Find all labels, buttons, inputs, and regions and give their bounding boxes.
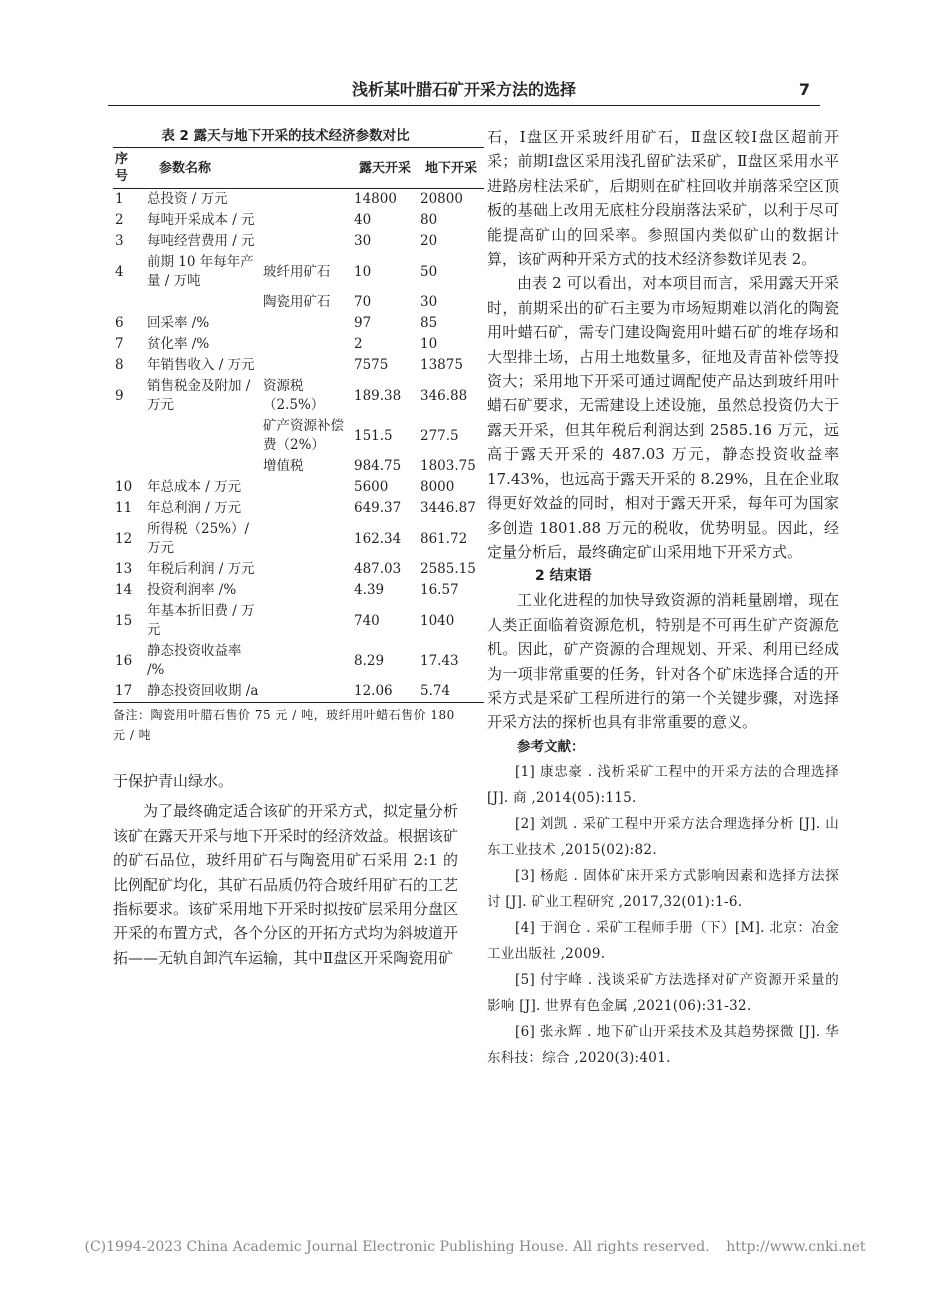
cell-underground: 80 [420, 212, 438, 228]
table-row [113, 334, 484, 355]
cell-subparam: 资源税（2.5%） [263, 378, 325, 413]
cell-underground: 861.72 [420, 530, 468, 547]
cell-param [141, 416, 261, 456]
cell-index: 17 [115, 683, 133, 699]
cell-index: 6 [115, 315, 124, 331]
cell-param: 年税后利润 / 万元 [147, 561, 255, 577]
cell-index: 10 [115, 479, 133, 495]
cell-param: 年基本折旧费 / 万元 [147, 603, 255, 638]
cell-index: 16 [115, 652, 133, 669]
cell-index: 3 [115, 233, 124, 249]
cell-open-pit: 4.39 [354, 582, 385, 598]
cell-underground: 346.88 [420, 387, 468, 404]
cell-open-pit: 5600 [354, 479, 389, 495]
cell-underground: 85 [420, 315, 438, 331]
cell-subparam [261, 355, 352, 376]
reference-item: [2] 刘凯 . 采矿工程中开采方法合理选择分析 [J]. 山东工业技术 ,2015(02):82. [487, 815, 839, 858]
cell-param: 贫化率 /% [147, 336, 210, 352]
table-row [113, 498, 484, 519]
table-row [113, 292, 484, 313]
table-caption: 表 2 露天与地下开采的技术经济参数对比 [161, 128, 410, 144]
running-header [108, 78, 820, 102]
table-row [113, 189, 484, 211]
cell-param [141, 292, 261, 313]
header-rule [108, 105, 820, 106]
left-column [113, 125, 477, 970]
table-row [113, 681, 484, 703]
cell-param: 年总成本 / 万元 [147, 479, 242, 495]
cell-open-pit: 40 [354, 212, 372, 228]
cell-index [113, 416, 141, 456]
cell-index: 12 [115, 530, 133, 547]
table-row [113, 210, 484, 231]
cell-index: 7 [115, 336, 124, 352]
running-title: 浅析某叶腊石矿开采方法的选择 [351, 80, 576, 99]
cell-index: 4 [115, 263, 124, 280]
copyright-text: (C)1994-2023 China Academic Journal Electronic Publishing House. All rights reserved. [84, 1239, 710, 1255]
reference-item: [4] 于润仓 . 采矿工程师手册（下）[M]. 北京：冶金工业出版社 ,2009. [487, 919, 839, 962]
left-paragraph-2: 为了最终确定适合该矿的开采方式，拟定量分析该矿在露天开采与地下开采时的经济效益。根据该矿的矿石品位，玻纤用矿石与陶瓷用矿石采用 2:1 的比例配矿均化，其矿石品质仍符合玻纤用矿石的工艺指标要求。该矿采用地下开采时拟按矿层采用分盘区开采的布置方式，各个分区的开拓方式均为斜坡道开拓——无轨自卸汽车运输，其中Ⅱ盘区开采陶瓷用矿 [113, 802, 459, 967]
cell-underground: 16.57 [420, 582, 459, 598]
cell-param: 前期 10 年每年产量 / 万吨 [147, 254, 254, 289]
cell-subparam [261, 498, 352, 519]
col-header-underground: 地下开采 [418, 148, 484, 189]
cell-param: 销售税金及附加 / 万元 [147, 378, 251, 413]
table-row [113, 252, 484, 292]
reference-item: [5] 付宇峰 . 浅谈采矿方法选择对矿产资源开采量的影响 [J]. 世界有色金属 ,2021(06):31-32. [487, 971, 839, 1014]
table-row [113, 559, 484, 580]
table-body [113, 189, 484, 703]
cell-underground: 30 [420, 294, 438, 310]
cell-open-pit: 97 [354, 315, 372, 331]
cell-underground: 50 [420, 263, 438, 280]
cell-param: 回采率 /% [147, 315, 210, 331]
cell-open-pit: 151.5 [354, 427, 393, 444]
left-paragraph-1: 于保护青山绿水。 [113, 772, 234, 790]
cell-subparam [261, 519, 352, 559]
cell-subparam: 增值税 [263, 458, 304, 474]
cell-subparam [261, 334, 352, 355]
cell-param: 静态投资收益率 /% [147, 643, 242, 678]
cell-subparam: 玻纤用矿石 [263, 263, 331, 280]
cell-open-pit: 162.34 [354, 530, 402, 547]
cell-open-pit: 189.38 [354, 387, 402, 404]
cell-open-pit: 12.06 [354, 683, 393, 699]
footer-url: http://www.cnki.net [726, 1239, 866, 1255]
col-header-param: 参数名称 [141, 148, 261, 189]
cell-subparam [261, 477, 352, 498]
table-row [113, 580, 484, 601]
references-title: 参考文献： [517, 738, 585, 755]
cell-open-pit: 740 [354, 612, 380, 629]
cell-subparam [261, 313, 352, 334]
table-row [113, 519, 484, 559]
cell-index: 14 [115, 582, 133, 598]
cell-param: 每吨经营费用 / 元 [147, 233, 255, 249]
table-header-row [113, 148, 484, 189]
cell-index: 11 [115, 500, 133, 516]
page-number: 7 [798, 80, 810, 99]
right-paragraph-3: 工业化进程的加快导致资源的消耗量剧增，现在人类正面临着资源危机，特别是不可再生矿产资源危机。因此，矿产资源的合理规划、开采、利用已经成为一项非常重要的任务，针对各个矿床选择合适的开采方式是采矿工程所进行的第一个关键步骤，对选择开采方法的探析也具有非常重要的意义。 [487, 591, 839, 732]
cell-underground: 2585.15 [420, 561, 476, 577]
table-note: 备注：陶瓷用叶腊石售价 75 元 / 吨，玻纤用叶蜡石售价 180 元 / 吨 [113, 708, 455, 742]
cell-param: 总投资 / 万元 [147, 191, 228, 207]
cell-param: 所得税（25%）/ 万元 [147, 521, 250, 556]
cell-open-pit: 984.75 [354, 458, 402, 474]
cell-param: 每吨开采成本 / 元 [147, 212, 255, 228]
cell-param: 投资利润率 /% [147, 582, 237, 598]
cell-param: 年总利润 / 万元 [147, 500, 242, 516]
cell-underground: 8000 [420, 479, 455, 495]
cell-open-pit: 487.03 [354, 561, 402, 577]
cell-subparam [261, 189, 352, 211]
cell-subparam [261, 681, 352, 703]
table-row [113, 456, 484, 477]
table-row [113, 313, 484, 334]
cell-subparam [261, 231, 352, 252]
params-table [113, 147, 484, 703]
cell-param: 年销售收入 / 万元 [147, 357, 255, 373]
cell-index: 1 [115, 191, 124, 207]
cell-underground: 10 [420, 336, 438, 352]
right-column [487, 125, 839, 1071]
table-row [113, 601, 484, 641]
cell-open-pit: 14800 [354, 191, 397, 207]
cell-underground: 20 [420, 233, 438, 249]
reference-item: [3] 杨彪 . 固体矿床开采方式影响因素和选择方法探讨 [J]. 矿业工程研究 ,2017,32(01):1-6. [487, 867, 839, 910]
cell-subparam [261, 580, 352, 601]
cell-subparam [261, 210, 352, 231]
cell-index: 13 [115, 561, 133, 577]
cell-subparam [261, 641, 352, 681]
cell-underground: 3446.87 [420, 500, 476, 516]
cell-index [113, 456, 141, 477]
cell-underground: 17.43 [420, 652, 459, 669]
cell-underground: 5.74 [420, 683, 451, 699]
cell-underground: 13875 [420, 357, 463, 373]
table-row [113, 355, 484, 376]
cell-underground: 1803.75 [420, 458, 476, 474]
cell-index: 15 [115, 612, 133, 629]
col-header-sub [261, 148, 352, 189]
references-list [487, 759, 839, 1071]
reference-item: [1] 康忠豪 . 浅析采矿工程中的开采方法的合理选择 [J]. 商 ,2014(05):115. [487, 763, 839, 806]
cell-open-pit: 10 [354, 263, 372, 280]
section-heading: 2 结束语 [535, 568, 592, 585]
reference-item: [6] 张永辉 . 地下矿山开采技术及其趋势探微 [J]. 华东科技：综合 ,2020(3):401. [487, 1023, 839, 1066]
table-row [113, 641, 484, 681]
cell-index [113, 292, 141, 313]
cell-open-pit: 70 [354, 294, 372, 310]
table-row [113, 231, 484, 252]
cell-param [141, 456, 261, 477]
cell-subparam [261, 601, 352, 641]
cell-open-pit: 2 [354, 336, 363, 352]
cell-underground: 277.5 [420, 427, 459, 444]
right-paragraph-1: 石，Ⅰ盘区开采玻纤用矿石，Ⅱ盘区较Ⅰ盘区超前开采；前期Ⅰ盘区采用浅孔留矿法采矿，Ⅱ盘区采用水平进路房柱法采矿，后期则在矿柱回收并崩落采空区顶板的基础上改用无底柱分段崩落法采矿，以利于尽可能提高矿山的回采率。参照国内类似矿山的数据计算，该矿两种开采方式的技术经济参数详见表 2。 [487, 128, 839, 269]
cell-subparam: 陶瓷用矿石 [263, 294, 331, 310]
cell-open-pit: 7575 [354, 357, 389, 373]
copyright-footer [0, 1239, 950, 1255]
cell-subparam [261, 559, 352, 580]
cell-open-pit: 30 [354, 233, 372, 249]
table-row [113, 416, 484, 456]
cell-index: 9 [115, 387, 124, 404]
right-paragraph-2: 由表 2 可以看出，对本项目而言，采用露天开采时，前期采出的矿石主要为市场短期难以消化的陶瓷用叶蜡石矿，需专门建设陶瓷用叶蜡石矿的堆存场和大型排土场，占用土地数量多，征地及青苗补偿等投资大；采用地下开采可通过调配使产品达到玻纤用叶蜡石矿要求，无需建设上述设施，虽然总投资仍大于露天开采，但其年税后利润达到 2585.16 万元，远高于露天开采的 487.03 万元，静态投资收益率 17.43%，也远高于露天开采的 8.29%，且在企业取得更好效益的同时，相对于露天开采，每年可为国家多创造 1801.88 万元的税收，优势明显。因此，经定量分析后，最终确定矿山采用地下开采方式。 [487, 274, 839, 561]
cell-index: 8 [115, 357, 124, 373]
cell-open-pit: 8.29 [354, 652, 385, 669]
table-row [113, 376, 484, 416]
cell-underground: 20800 [420, 191, 463, 207]
col-header-index: 序号 [113, 148, 141, 189]
cell-subparam: 矿产资源补偿费（2%） [263, 418, 344, 453]
cell-index: 2 [115, 212, 124, 228]
cell-open-pit: 649.37 [354, 500, 402, 516]
cell-underground: 1040 [420, 612, 455, 629]
table-row [113, 477, 484, 498]
col-header-open-pit: 露天开采 [352, 148, 418, 189]
cell-param: 静态投资回收期 /a [147, 683, 259, 699]
